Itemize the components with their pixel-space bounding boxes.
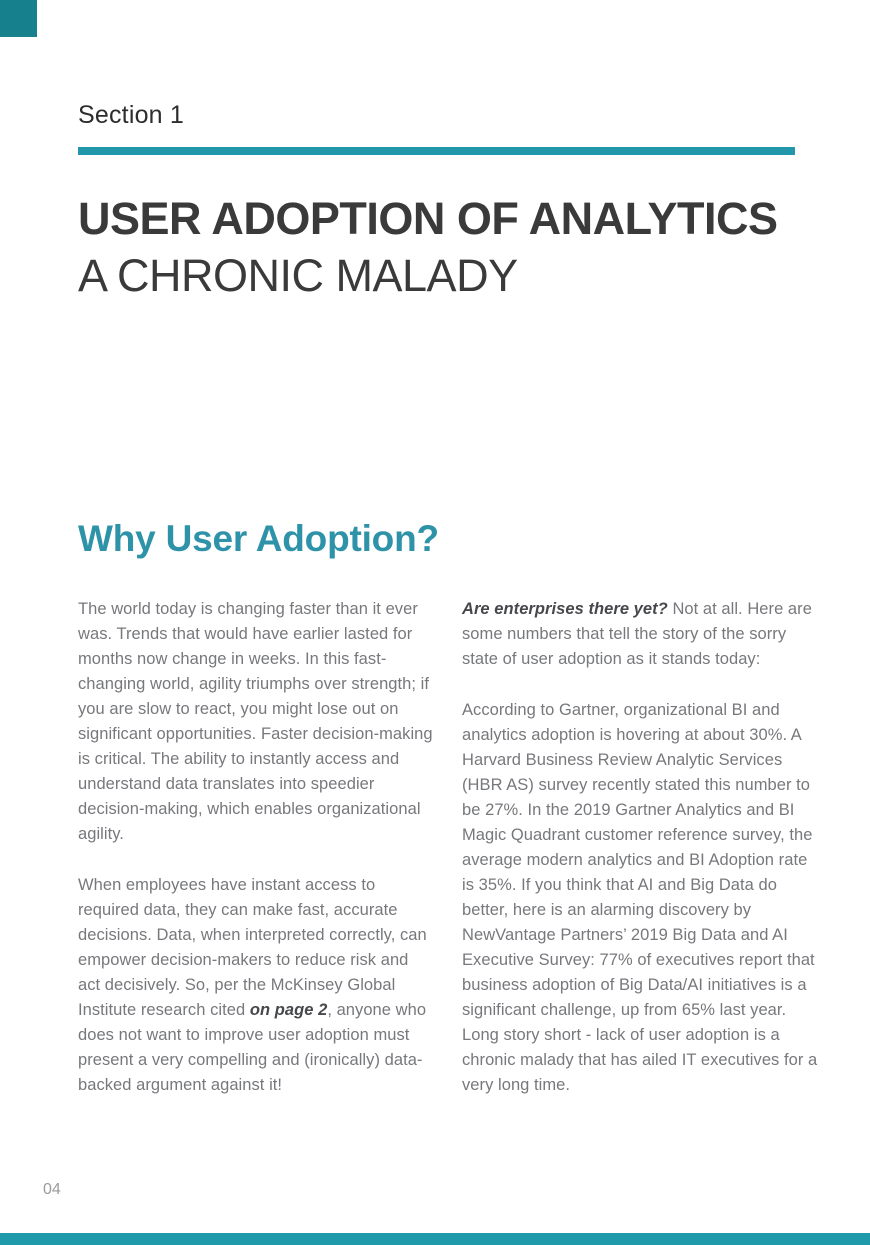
section-label: Section 1 bbox=[78, 101, 185, 129]
section-subheading: Why User Adoption? bbox=[78, 518, 439, 559]
text-run: Not at all. Here are some numbers that tell the story of the sorry state of user adoption as it stands today: bbox=[462, 600, 812, 668]
page-title-line-2: A CHRONIC MALADY bbox=[78, 250, 518, 301]
footer-accent-bar bbox=[0, 1233, 870, 1245]
body-paragraph bbox=[462, 698, 819, 1098]
text-run: When employees have instant access to required data, they can make fast, accurate decisions. Data, when interpreted correctly, can empower decision-makers to reduce risk and act decisively. So, per the McKinsey Global Institute research cited bbox=[78, 876, 427, 1019]
text-run: The world today is changing faster than it ever was. Trends that would have earlier lasted for months now change in weeks. In this fast-changing world, agility triumphs over strength; if you are slow to react, you might lose out on significant opportunities. Faster decision-making is critical. The ability to instantly access and understand data translates into speedier decision-making, which enables organizational agility. bbox=[78, 600, 433, 843]
corner-accent-square bbox=[0, 0, 37, 37]
page-title-line-1: USER ADOPTION OF ANALYTICS bbox=[78, 193, 778, 244]
text-run: , anyone who does not want to improve user adoption must present a very compelling and (ironically) data-backed argument against it! bbox=[78, 1001, 427, 1094]
section-divider-rule bbox=[78, 147, 795, 155]
page-number: 04 bbox=[43, 1181, 61, 1198]
body-paragraph bbox=[78, 873, 435, 1098]
left-column bbox=[78, 597, 435, 1098]
body-paragraph bbox=[78, 597, 435, 847]
text-run: According to Gartner, organizational BI and analytics adoption is hovering at about 30%. A Harvard Business Review Analytic Services (HBR AS) survey recently stated this number to be 27%. In the 2019 Gartner Analytics and BI Magic Quadrant customer reference survey, the average modern analytics and BI Adoption rate is 35%. If you think that AI and Big Data do better, here is an alarming discovery by NewVantage Partners’ 2019 Big Data and AI Executive Survey: 77% of executives report that business adoption of Big Data/AI initiatives is a significant challenge, up from 65% last year. Long story short - lack of user adoption is a chronic malady that has ailed IT executives for a very long time. bbox=[462, 701, 818, 1094]
body-paragraph bbox=[462, 597, 819, 672]
emphasized-text-run: Are enterprises there yet? bbox=[462, 600, 668, 618]
right-column bbox=[462, 597, 819, 1098]
emphasized-text-run: on page 2 bbox=[249, 1001, 328, 1019]
body-columns bbox=[78, 597, 820, 1098]
page-title bbox=[78, 190, 778, 304]
